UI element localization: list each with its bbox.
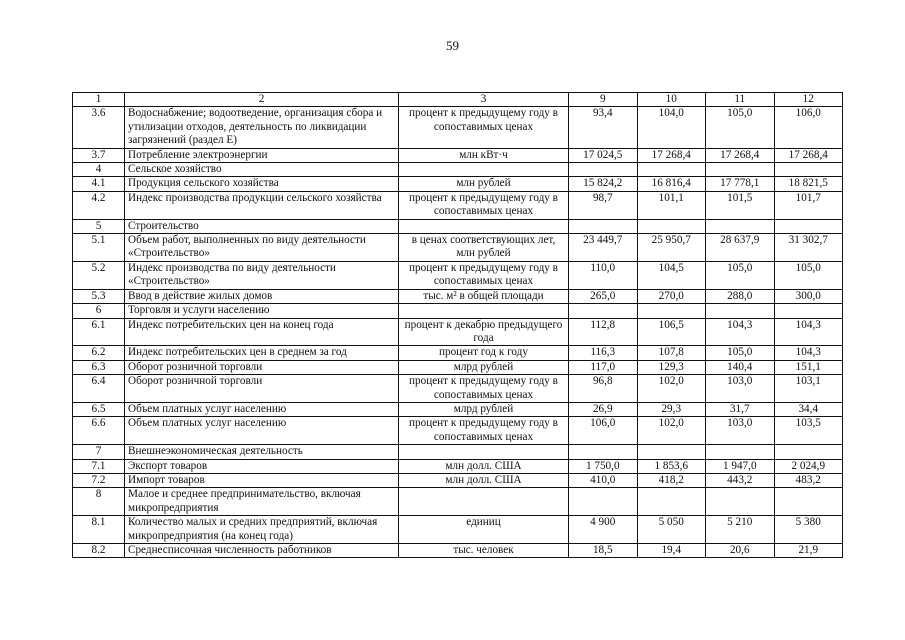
value-cell: 2 024,9 bbox=[774, 459, 843, 473]
indicator-name-cell: Строительство bbox=[125, 219, 399, 233]
value-cell: 93,4 bbox=[569, 107, 638, 148]
unit-cell: в ценах соответствующих лет, млн рублей bbox=[399, 234, 569, 262]
value-cell: 102,0 bbox=[637, 375, 706, 403]
table-row bbox=[73, 163, 843, 177]
value-cell bbox=[706, 219, 775, 233]
indicator-name-cell: Внешнеэкономическая деятельность bbox=[125, 445, 399, 459]
value-cell bbox=[637, 488, 706, 516]
value-cell: 103,5 bbox=[774, 417, 843, 445]
value-cell: 26,9 bbox=[569, 402, 638, 416]
value-cell: 106,0 bbox=[569, 417, 638, 445]
header-cell: 12 bbox=[774, 93, 843, 107]
value-cell: 288,0 bbox=[706, 289, 775, 303]
row-number-cell: 5.3 bbox=[73, 289, 125, 303]
value-cell: 140,4 bbox=[706, 360, 775, 374]
value-cell: 5 380 bbox=[774, 516, 843, 544]
value-cell: 104,3 bbox=[774, 346, 843, 360]
indicator-name-cell: Водоснабжение; водоотведение, организация сбора и утилизации отходов, деятельность по ликвидации загрязнений (раздел E) bbox=[125, 107, 399, 148]
unit-cell bbox=[399, 163, 569, 177]
value-cell: 107,8 bbox=[637, 346, 706, 360]
row-number-cell: 6 bbox=[73, 304, 125, 318]
header-cell: 9 bbox=[569, 93, 638, 107]
value-cell bbox=[569, 304, 638, 318]
row-number-cell: 8 bbox=[73, 488, 125, 516]
value-cell: 103,1 bbox=[774, 375, 843, 403]
value-cell: 265,0 bbox=[569, 289, 638, 303]
unit-cell: млн долл. США bbox=[399, 473, 569, 487]
value-cell: 15 824,2 bbox=[569, 177, 638, 191]
indicator-name-cell: Продукция сельского хозяйства bbox=[125, 177, 399, 191]
indicator-name-cell: Индекс потребительских цен на конец года bbox=[125, 318, 399, 346]
header-cell: 11 bbox=[706, 93, 775, 107]
value-cell: 1 853,6 bbox=[637, 459, 706, 473]
table-row bbox=[73, 417, 843, 445]
table-row bbox=[73, 148, 843, 162]
row-number-cell: 4.1 bbox=[73, 177, 125, 191]
unit-cell: процент к предыдущему году в сопоставимых ценах bbox=[399, 375, 569, 403]
row-number-cell: 4.2 bbox=[73, 191, 125, 219]
value-cell: 29,3 bbox=[637, 402, 706, 416]
value-cell: 17 268,4 bbox=[774, 148, 843, 162]
value-cell: 17 024,5 bbox=[569, 148, 638, 162]
unit-cell: млрд рублей bbox=[399, 360, 569, 374]
indicator-name-cell: Оборот розничной торговли bbox=[125, 360, 399, 374]
value-cell: 483,2 bbox=[774, 473, 843, 487]
forecast-table bbox=[72, 92, 843, 558]
header-cell: 2 bbox=[125, 93, 399, 107]
value-cell: 31 302,7 bbox=[774, 234, 843, 262]
unit-cell bbox=[399, 304, 569, 318]
value-cell bbox=[774, 304, 843, 318]
table-header-row bbox=[73, 93, 843, 107]
value-cell: 19,4 bbox=[637, 544, 706, 558]
value-cell: 4 900 bbox=[569, 516, 638, 544]
row-number-cell: 3.7 bbox=[73, 148, 125, 162]
unit-cell: млн рублей bbox=[399, 177, 569, 191]
table-row bbox=[73, 544, 843, 558]
value-cell: 106,5 bbox=[637, 318, 706, 346]
value-cell: 104,0 bbox=[637, 107, 706, 148]
value-cell bbox=[706, 445, 775, 459]
row-number-cell: 8.1 bbox=[73, 516, 125, 544]
unit-cell: процент к предыдущему году в сопоставимых ценах bbox=[399, 107, 569, 148]
indicator-name-cell: Индекс производства продукции сельского хозяйства bbox=[125, 191, 399, 219]
indicator-name-cell: Объем платных услуг населению bbox=[125, 402, 399, 416]
row-number-cell: 5 bbox=[73, 219, 125, 233]
table-row bbox=[73, 234, 843, 262]
value-cell: 5 050 bbox=[637, 516, 706, 544]
value-cell: 105,0 bbox=[774, 261, 843, 289]
unit-cell bbox=[399, 488, 569, 516]
unit-cell: млрд рублей bbox=[399, 402, 569, 416]
table-row bbox=[73, 318, 843, 346]
unit-cell: млн кВт·ч bbox=[399, 148, 569, 162]
value-cell: 117,0 bbox=[569, 360, 638, 374]
table-row bbox=[73, 107, 843, 148]
indicator-name-cell: Количество малых и средних предприятий, включая микропредприятия (на конец года) bbox=[125, 516, 399, 544]
value-cell bbox=[774, 163, 843, 177]
value-cell: 129,3 bbox=[637, 360, 706, 374]
value-cell: 28 637,9 bbox=[706, 234, 775, 262]
row-number-cell: 7.2 bbox=[73, 473, 125, 487]
value-cell: 21,9 bbox=[774, 544, 843, 558]
table-row bbox=[73, 289, 843, 303]
row-number-cell: 7.1 bbox=[73, 459, 125, 473]
table-row bbox=[73, 219, 843, 233]
value-cell bbox=[706, 163, 775, 177]
indicator-name-cell: Малое и среднее предпринимательство, включая микропредприятия bbox=[125, 488, 399, 516]
table-row bbox=[73, 473, 843, 487]
table-row bbox=[73, 346, 843, 360]
value-cell: 96,8 bbox=[569, 375, 638, 403]
value-cell: 102,0 bbox=[637, 417, 706, 445]
indicator-name-cell: Объем платных услуг населению bbox=[125, 417, 399, 445]
unit-cell: тыс. человек bbox=[399, 544, 569, 558]
table-row bbox=[73, 459, 843, 473]
value-cell: 31,7 bbox=[706, 402, 775, 416]
table-row bbox=[73, 191, 843, 219]
value-cell: 101,7 bbox=[774, 191, 843, 219]
value-cell: 270,0 bbox=[637, 289, 706, 303]
unit-cell: процент к предыдущему году в сопоставимых ценах bbox=[399, 261, 569, 289]
page-number: 59 bbox=[446, 38, 459, 53]
value-cell: 25 950,7 bbox=[637, 234, 706, 262]
row-number-cell: 5.1 bbox=[73, 234, 125, 262]
value-cell: 20,6 bbox=[706, 544, 775, 558]
value-cell: 104,5 bbox=[637, 261, 706, 289]
value-cell bbox=[569, 219, 638, 233]
value-cell bbox=[637, 304, 706, 318]
value-cell: 116,3 bbox=[569, 346, 638, 360]
indicator-name-cell: Индекс производства по виду деятельности «Строительство» bbox=[125, 261, 399, 289]
indicator-name-cell: Объем работ, выполненных по виду деятельности «Строительство» bbox=[125, 234, 399, 262]
table-row bbox=[73, 488, 843, 516]
value-cell bbox=[569, 163, 638, 177]
value-cell bbox=[637, 219, 706, 233]
row-number-cell: 5.2 bbox=[73, 261, 125, 289]
value-cell: 17 268,4 bbox=[706, 148, 775, 162]
table-row bbox=[73, 261, 843, 289]
unit-cell: процент год к году bbox=[399, 346, 569, 360]
value-cell: 18,5 bbox=[569, 544, 638, 558]
value-cell bbox=[706, 304, 775, 318]
unit-cell bbox=[399, 445, 569, 459]
value-cell: 34,4 bbox=[774, 402, 843, 416]
value-cell: 5 210 bbox=[706, 516, 775, 544]
value-cell: 105,0 bbox=[706, 346, 775, 360]
row-number-cell: 6.3 bbox=[73, 360, 125, 374]
table-row bbox=[73, 177, 843, 191]
value-cell: 101,1 bbox=[637, 191, 706, 219]
unit-cell: процент к предыдущему году в сопоставимых ценах bbox=[399, 191, 569, 219]
table-row bbox=[73, 360, 843, 374]
table-row bbox=[73, 402, 843, 416]
value-cell: 1 947,0 bbox=[706, 459, 775, 473]
unit-cell: млн долл. США bbox=[399, 459, 569, 473]
value-cell bbox=[774, 219, 843, 233]
value-cell bbox=[637, 163, 706, 177]
table-row bbox=[73, 516, 843, 544]
value-cell: 300,0 bbox=[774, 289, 843, 303]
unit-cell: единиц bbox=[399, 516, 569, 544]
row-number-cell: 7 bbox=[73, 445, 125, 459]
value-cell: 23 449,7 bbox=[569, 234, 638, 262]
value-cell: 418,2 bbox=[637, 473, 706, 487]
row-number-cell: 6.6 bbox=[73, 417, 125, 445]
value-cell: 17 778,1 bbox=[706, 177, 775, 191]
row-number-cell: 6.1 bbox=[73, 318, 125, 346]
row-number-cell: 6.2 bbox=[73, 346, 125, 360]
value-cell: 110,0 bbox=[569, 261, 638, 289]
header-cell: 3 bbox=[399, 93, 569, 107]
value-cell: 103,0 bbox=[706, 375, 775, 403]
value-cell: 16 816,4 bbox=[637, 177, 706, 191]
value-cell: 1 750,0 bbox=[569, 459, 638, 473]
value-cell: 101,5 bbox=[706, 191, 775, 219]
value-cell bbox=[706, 488, 775, 516]
value-cell: 105,0 bbox=[706, 261, 775, 289]
value-cell: 105,0 bbox=[706, 107, 775, 148]
row-number-cell: 6.4 bbox=[73, 375, 125, 403]
table-row bbox=[73, 375, 843, 403]
value-cell bbox=[774, 488, 843, 516]
unit-cell: процент к декабрю предыдущего года bbox=[399, 318, 569, 346]
value-cell: 104,3 bbox=[774, 318, 843, 346]
row-number-cell: 6.5 bbox=[73, 402, 125, 416]
header-cell: 1 bbox=[73, 93, 125, 107]
indicator-name-cell: Экспорт товаров bbox=[125, 459, 399, 473]
indicator-name-cell: Сельское хозяйство bbox=[125, 163, 399, 177]
value-cell: 104,3 bbox=[706, 318, 775, 346]
unit-cell: тыс. м² в общей площади bbox=[399, 289, 569, 303]
indicator-name-cell: Торговля и услуги населению bbox=[125, 304, 399, 318]
indicator-name-cell: Импорт товаров bbox=[125, 473, 399, 487]
indicator-name-cell: Среднесписочная численность работников bbox=[125, 544, 399, 558]
value-cell: 18 821,5 bbox=[774, 177, 843, 191]
value-cell: 106,0 bbox=[774, 107, 843, 148]
row-number-cell: 8.2 bbox=[73, 544, 125, 558]
value-cell: 112,8 bbox=[569, 318, 638, 346]
value-cell bbox=[569, 445, 638, 459]
table-row bbox=[73, 445, 843, 459]
value-cell: 410,0 bbox=[569, 473, 638, 487]
unit-cell bbox=[399, 219, 569, 233]
indicator-name-cell: Ввод в действие жилых домов bbox=[125, 289, 399, 303]
unit-cell: процент к предыдущему году в сопоставимых ценах bbox=[399, 417, 569, 445]
indicator-name-cell: Потребление электроэнергии bbox=[125, 148, 399, 162]
row-number-cell: 3.6 bbox=[73, 107, 125, 148]
value-cell bbox=[637, 445, 706, 459]
value-cell: 443,2 bbox=[706, 473, 775, 487]
indicator-name-cell: Оборот розничной торговли bbox=[125, 375, 399, 403]
header-cell: 10 bbox=[637, 93, 706, 107]
value-cell: 151,1 bbox=[774, 360, 843, 374]
row-number-cell: 4 bbox=[73, 163, 125, 177]
value-cell: 103,0 bbox=[706, 417, 775, 445]
value-cell bbox=[569, 488, 638, 516]
indicator-name-cell: Индекс потребительских цен в среднем за год bbox=[125, 346, 399, 360]
value-cell: 17 268,4 bbox=[637, 148, 706, 162]
value-cell bbox=[774, 445, 843, 459]
table-row bbox=[73, 304, 843, 318]
value-cell: 98,7 bbox=[569, 191, 638, 219]
